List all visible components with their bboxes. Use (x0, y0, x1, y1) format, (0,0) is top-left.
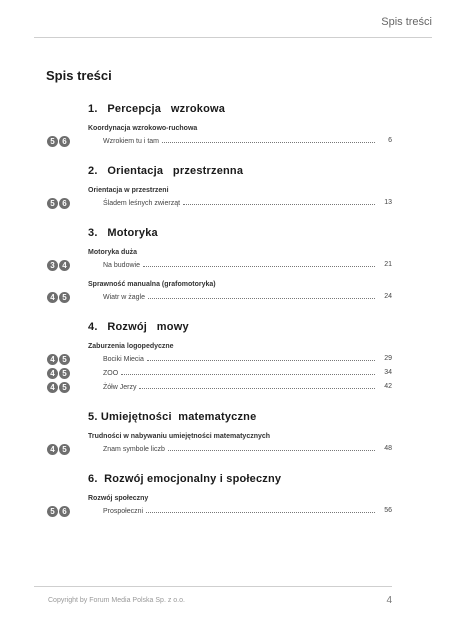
dot-leader (148, 293, 375, 299)
entry-line (103, 369, 378, 377)
toc-entry[interactable] (0, 505, 450, 519)
age-badge-icon: 4 (47, 292, 58, 303)
age-badge-icon: 4 (47, 354, 58, 365)
age-badges (47, 292, 70, 303)
entry-line (103, 293, 378, 301)
page-footer (34, 586, 392, 606)
entry-line (103, 355, 378, 363)
toc-entry[interactable] (0, 381, 450, 395)
dot-leader (146, 507, 375, 513)
age-badges (47, 444, 70, 455)
entry-label: Znam symbole liczb (103, 446, 165, 453)
entry-page-number: 13 (384, 199, 392, 206)
toc-chapter (0, 103, 450, 149)
dot-leader (143, 261, 375, 267)
toc-entry[interactable] (0, 135, 450, 149)
entry-page-number: 6 (388, 137, 392, 144)
toc-title: Spis treści (46, 68, 112, 83)
age-badge-icon: 3 (47, 260, 58, 271)
entry-line (103, 137, 378, 145)
toc-chapter (0, 165, 450, 211)
entry-line (103, 383, 378, 391)
entry-label: Na budowie (103, 262, 140, 269)
entry-label: Śladem leśnych zwierząt (103, 200, 181, 207)
section-heading: Trudności w nabywaniu umiejętności matematycznych (88, 433, 271, 440)
age-badge-icon: 5 (47, 136, 58, 147)
toc-chapter (0, 473, 450, 519)
dot-leader (162, 137, 375, 143)
age-badges (47, 136, 70, 147)
chapter-heading: 5. Umiejętności matematyczne (88, 411, 257, 423)
age-badge-icon: 5 (47, 506, 58, 517)
age-badge-icon: 6 (59, 198, 70, 209)
page-header (34, 0, 432, 38)
entry-line (103, 199, 378, 207)
age-badge-icon: 5 (47, 198, 58, 209)
entry-page-number: 56 (384, 507, 392, 514)
running-title: Spis treści (381, 16, 432, 28)
age-badge-icon: 4 (47, 444, 58, 455)
entry-page-number: 21 (384, 261, 392, 268)
table-of-contents (0, 103, 450, 519)
toc-entry[interactable] (0, 291, 450, 305)
entry-page-number: 24 (384, 293, 392, 300)
entry-page-number: 48 (384, 445, 392, 452)
section-heading: Motoryka duża (88, 249, 138, 256)
entry-page-number: 29 (384, 355, 392, 362)
section-heading: Orientacja w przestrzeni (88, 187, 169, 194)
toc-chapter (0, 227, 450, 305)
entry-label: Prospołeczni (103, 508, 144, 515)
chapter-heading: 4. Rozwój mowy (88, 321, 189, 333)
toc-entry[interactable] (0, 259, 450, 273)
toc-entry[interactable] (0, 353, 450, 367)
section-heading: Rozwój społeczny (88, 495, 149, 502)
age-badges (47, 354, 70, 365)
age-badges (47, 368, 70, 379)
page-number: 4 (386, 595, 392, 606)
dot-leader (139, 383, 375, 389)
toc-chapter (0, 411, 450, 457)
chapter-heading: 6. Rozwój emocjonalny i społeczny (88, 473, 282, 485)
age-badges (47, 260, 70, 271)
age-badge-icon: 4 (47, 382, 58, 393)
entry-label: Żółw Jerzy (103, 384, 137, 391)
dot-leader (121, 369, 375, 375)
dot-leader (147, 355, 375, 361)
age-badges (47, 382, 70, 393)
age-badge-icon: 5 (59, 368, 70, 379)
age-badge-icon: 4 (59, 260, 70, 271)
age-badge-icon: 4 (47, 368, 58, 379)
section-heading: Koordynacja wzrokowo-ruchowa (88, 125, 198, 132)
age-badge-icon: 6 (59, 136, 70, 147)
toc-chapter (0, 321, 450, 395)
entry-label: Wiatr w żagle (103, 294, 146, 301)
entry-page-number: 34 (384, 369, 392, 376)
entry-line (103, 261, 378, 269)
age-badge-icon: 5 (59, 382, 70, 393)
chapter-heading: 2. Orientacja przestrzenna (88, 165, 244, 177)
age-badge-icon: 5 (59, 292, 70, 303)
section-heading: Zaburzenia logopedyczne (88, 343, 174, 350)
age-badge-icon: 6 (59, 506, 70, 517)
entry-label: Bociki Miecia (103, 356, 144, 363)
section-heading: Sprawność manualna (grafomotoryka) (88, 281, 216, 288)
toc-entry[interactable] (0, 367, 450, 381)
age-badge-icon: 5 (59, 354, 70, 365)
entry-line (103, 445, 378, 453)
dot-leader (183, 199, 375, 205)
dot-leader (168, 445, 375, 451)
entry-label: Wzrokiem tu i tam (103, 138, 160, 145)
age-badges (47, 506, 70, 517)
age-badge-icon: 5 (59, 444, 70, 455)
copyright-text: Copyright by Forum Media Polska Sp. z o.o. (48, 597, 185, 604)
chapter-heading: 3. Motoryka (88, 227, 158, 239)
entry-label: ZOO (103, 370, 119, 377)
toc-entry[interactable] (0, 443, 450, 457)
entry-line (103, 507, 378, 515)
chapter-heading: 1. Percepcja wzrokowa (88, 103, 226, 115)
toc-entry[interactable] (0, 197, 450, 211)
entry-page-number: 42 (384, 383, 392, 390)
age-badges (47, 198, 70, 209)
